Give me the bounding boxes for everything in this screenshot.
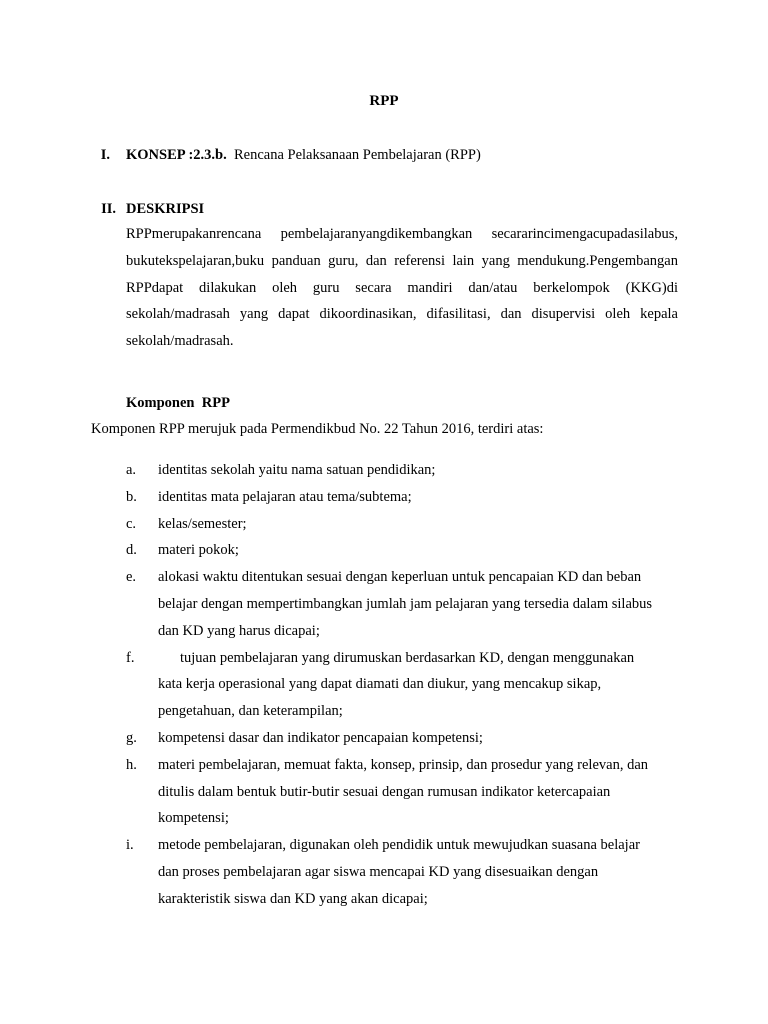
list-item-line: kompetensi dasar dan indikator pencapaian kompetensi; xyxy=(158,729,483,746)
list-item-marker: d. xyxy=(126,542,137,559)
list-item xyxy=(126,511,686,538)
list-item-line: alokasi waktu ditentukan sesuai dengan keperluan untuk pencapaian KD dan beban xyxy=(158,569,642,586)
list-item-line: karakteristik siswa dan KD yang akan dicapai; xyxy=(158,890,428,907)
list-item xyxy=(126,725,686,752)
section-1-text: Rencana Pelaksanaan Pembelajaran (RPP) xyxy=(233,147,481,163)
list-item-line: tujuan pembelajaran yang dirumuskan berdasarkan KD, dengan menggunakan xyxy=(180,649,635,666)
list-item xyxy=(126,752,686,832)
list-item-line: dan proses pembelajaran agar siswa mencapai KD yang disesuaikan dengan xyxy=(158,863,599,880)
list-item-line: identitas mata pelajaran atau tema/subtema; xyxy=(158,488,412,505)
description-line: RPPmerupakanrencana pembelajaranyangdikembangkan secararincimengacupadasilabus, xyxy=(126,226,678,242)
list-item-line: materi pokok; xyxy=(158,542,239,559)
list-item xyxy=(126,457,686,484)
list-item xyxy=(126,484,686,511)
section-1-label: KONSEP :2.3.b. xyxy=(126,147,227,163)
list-item-marker: f. xyxy=(126,649,135,666)
description-line: sekolah/madrasah yang dapat dikoordinasikan, difasilitasi, dan disupervisi oleh kepala xyxy=(126,306,678,323)
list-item-line: dan KD yang harus dicapai; xyxy=(158,622,320,639)
list-item xyxy=(126,537,686,564)
section-1-number: I. xyxy=(100,147,110,163)
list-item-marker: i. xyxy=(126,837,134,854)
list-item xyxy=(126,832,686,912)
list-item-line: pengetahuan, dan keterampilan; xyxy=(158,703,343,720)
document-title: RPP xyxy=(369,93,399,109)
list-item-marker: h. xyxy=(126,756,137,773)
section-2-number: II. xyxy=(101,201,116,217)
list-item-line: kata kerja operasional yang dapat diamati dan diukur, yang mencakup sikap, xyxy=(158,676,602,693)
description-line: bukutekspelajaran,buku panduan guru, dan referensi lain yang mendukung.Pengembangan xyxy=(126,252,678,269)
komponen-heading: Komponen RPP xyxy=(126,395,230,411)
list-item-line: materi pembelajaran, memuat fakta, konsep, prinsip, dan prosedur yang relevan, dan xyxy=(158,756,649,773)
list-item-marker: b. xyxy=(126,488,137,505)
list-item xyxy=(126,564,686,644)
komponen-intro: Komponen RPP merujuk pada Permendikbud No. 22 Tahun 2016, terdiri atas: xyxy=(91,421,544,437)
list-item-marker: c. xyxy=(126,515,137,532)
list-item-marker: a. xyxy=(126,462,137,478)
list-item-line: kelas/semester; xyxy=(158,515,247,532)
list-item-line: kompetensi; xyxy=(158,810,229,827)
description-line: RPPdapat dilakukan oleh guru secara mandiri dan/atau berkelompok (KKG)di xyxy=(126,279,678,296)
list-item-marker: e. xyxy=(126,569,137,586)
list-item-line: metode pembelajaran, digunakan oleh pendidik untuk mewujudkan suasana belajar xyxy=(158,837,640,854)
list-item-marker: g. xyxy=(126,729,137,746)
description-paragraph xyxy=(126,221,678,355)
section-2-label: DESKRIPSI xyxy=(126,201,205,217)
list-item-line: belajar dengan mempertimbangkan jumlah jam pelajaran yang tersedia dalam silabus xyxy=(158,595,653,612)
list-item-line: identitas sekolah yaitu nama satuan pendidikan; xyxy=(158,462,436,478)
list-item xyxy=(126,645,686,725)
komponen-list xyxy=(126,457,686,913)
list-item-line: ditulis dalam bentuk butir-butir sesuai dengan rumusan indikator ketercapaian xyxy=(158,783,611,800)
section-1-heading xyxy=(126,147,481,164)
description-line: sekolah/madrasah. xyxy=(126,333,234,350)
